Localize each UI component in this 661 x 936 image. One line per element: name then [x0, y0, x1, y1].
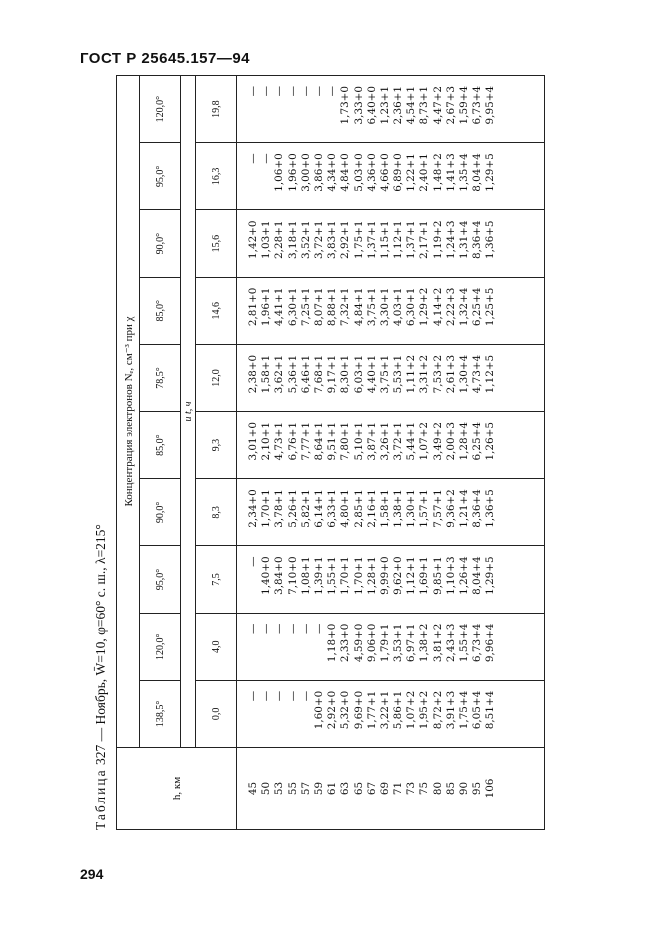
- time-label: и t, ч: [181, 76, 196, 748]
- data-column-cell: [237, 277, 545, 344]
- table-cell-value: 1,55+4: [458, 623, 470, 663]
- table-cell-value: 8,73+1: [418, 86, 431, 125]
- table-cell-value: 1,29+5: [484, 153, 497, 192]
- table-cell-value: 1,06+0: [273, 153, 286, 192]
- table-cell-value: 1,37+1: [405, 220, 418, 259]
- table-cell-value: 1,40+0: [260, 556, 273, 595]
- table-body-row: [237, 76, 545, 830]
- table-cell-value: 3,33+0: [352, 86, 365, 125]
- caption-label: Таблица: [93, 768, 108, 830]
- h-value: 95: [471, 781, 484, 796]
- h-value: 80: [431, 781, 444, 796]
- table-cell-value: 1,70+1: [339, 556, 352, 595]
- h-value: 73: [405, 781, 418, 796]
- chi-header: 120,0°: [140, 76, 181, 143]
- table-cell-value: 8,30+1: [339, 354, 352, 394]
- h-value: 106: [484, 778, 497, 799]
- table-cell-value: 9,06+0: [365, 623, 378, 663]
- table-cell-value: 1,32+4: [458, 287, 470, 327]
- table-cell-value: 2,36+1: [392, 86, 405, 125]
- table-cell-value: 4,59+0: [352, 623, 365, 663]
- table-cell-value: 9,36+2: [444, 489, 457, 528]
- table-cell-value: 1,35+4: [458, 153, 470, 192]
- table-cell-value: 4,54+1: [405, 86, 418, 125]
- table-cell-value: 6,73+4: [471, 623, 484, 663]
- table-cell-value: 1,15+1: [378, 220, 391, 259]
- table-cell-value: 1,26+4: [458, 556, 470, 595]
- table-cell-value: —: [326, 86, 339, 97]
- table-cell-value: 1,42+0: [247, 220, 259, 259]
- data-column-cell: [237, 344, 545, 411]
- table-cell-value: 1,28+1: [365, 556, 378, 595]
- table-cell-value: 1,96+0: [286, 153, 299, 192]
- data-column-cell: [237, 479, 545, 546]
- table-cell-value: 6,76+1: [286, 422, 299, 461]
- table-cell-value: 1,12+5: [484, 354, 497, 394]
- table-cell-value: 2,34+0: [247, 489, 259, 528]
- table-cell-value: 6,25+4: [471, 422, 484, 461]
- table-cell-value: —: [273, 86, 286, 97]
- data-column: [247, 412, 498, 478]
- electron-concentration-table: [116, 75, 545, 830]
- table-cell-value: 2,28+1: [273, 220, 286, 259]
- table-cell-value: 1,75+4: [458, 690, 470, 730]
- table-cell-value: 3,26+1: [378, 422, 391, 461]
- table-cell-value: 5,82+1: [299, 489, 312, 528]
- table-cell-value: 6,25+4: [471, 287, 484, 327]
- table-cell-value: 2,40+1: [418, 153, 431, 192]
- time-header: 4,0: [196, 613, 237, 680]
- data-column: [247, 345, 498, 411]
- table-cell-value: 3,84+0: [273, 556, 286, 595]
- caption-rest: — Ноябрь, W̄=10, φ=60° с. ш., λ=215°: [93, 524, 108, 745]
- table-cell-value: 4,84+0: [339, 153, 352, 192]
- table-cell-value: 3,22+1: [378, 690, 391, 730]
- h-value: 67: [365, 781, 378, 796]
- time-header: 15,6: [196, 210, 237, 277]
- table-cell-value: 1,96+1: [260, 287, 273, 327]
- table-cell-value: 7,25+1: [299, 287, 312, 327]
- table-cell-value: 7,80+1: [339, 422, 352, 461]
- table-cell-value: 9,85+1: [431, 556, 444, 595]
- table-cell-value: —: [286, 690, 299, 702]
- table-cell-value: 1,12+1: [392, 220, 405, 259]
- data-column: [247, 211, 498, 277]
- table-cell-value: 2,85+1: [352, 489, 365, 528]
- table-cell-value: 1,59+4: [458, 86, 470, 125]
- table-cell-value: 6,30+1: [286, 287, 299, 327]
- table-cell-value: 1,21+4: [458, 489, 470, 528]
- table-cell-value: 1,58+1: [260, 354, 273, 394]
- table-cell-value: 1,79+1: [378, 623, 391, 663]
- table-cell-value: 1,39+1: [312, 556, 325, 595]
- table-cell-value: 6,97+1: [405, 623, 418, 663]
- table-cell-value: —: [247, 556, 259, 567]
- table-cell-value: 6,40+0: [365, 86, 378, 125]
- table-cell-value: 9,69+0: [352, 690, 365, 730]
- h-value: 65: [352, 781, 365, 796]
- table-cell-value: 1,30+1: [405, 489, 418, 528]
- data-column-cell: [237, 210, 545, 277]
- data-column: [247, 76, 498, 142]
- table-cell-value: 1,19+2: [431, 220, 444, 259]
- table-cell-value: 1,22+1: [405, 153, 418, 192]
- table-cell-value: 4,14+2: [431, 287, 444, 327]
- table-cell-value: 1,23+1: [378, 86, 391, 125]
- table-cell-value: 8,36+4: [471, 220, 484, 259]
- table-cell-value: 1,38+1: [392, 489, 405, 528]
- table-cell-value: 8,04+4: [471, 153, 484, 192]
- table-cell-value: 2,92+1: [339, 220, 352, 259]
- chi-header: 138,5°: [140, 680, 181, 747]
- table-cell-value: —: [247, 623, 259, 635]
- table-cell-value: 3,75+1: [365, 287, 378, 327]
- table-cell-value: 5,10+1: [352, 422, 365, 461]
- table-cell-value: 8,72+2: [431, 690, 444, 730]
- table-cell-value: 2,33+0: [339, 623, 352, 663]
- table-cell-value: 1,48+2: [431, 153, 444, 192]
- time-header: 7,5: [196, 546, 237, 613]
- table-cell-value: 5,32+0: [339, 690, 352, 730]
- table-cell-value: 3,18+1: [286, 220, 299, 259]
- table-cell-value: 9,99+0: [378, 556, 391, 595]
- h-value: 53: [273, 781, 286, 796]
- table-cell-value: 4,34+0: [326, 153, 339, 192]
- table-cell-value: 4,47+2: [431, 86, 444, 125]
- table-caption: [90, 75, 112, 830]
- time-header: 16,3: [196, 143, 237, 210]
- table-cell-value: 1,41+3: [444, 153, 457, 192]
- h-value: 57: [299, 781, 312, 796]
- table-cell-value: 9,62+0: [392, 556, 405, 595]
- h-value: 63: [339, 781, 352, 796]
- table-cell-value: 2,81+0: [247, 287, 259, 327]
- table-cell-value: 4,41+1: [273, 287, 286, 327]
- h-value: 55: [286, 781, 299, 796]
- chi-header: 78,5°: [140, 344, 181, 411]
- table-cell-value: 8,36+4: [471, 489, 484, 528]
- table-cell-value: 2,22+3: [444, 287, 457, 327]
- table-cell-value: 6,03+1: [352, 354, 365, 394]
- table-cell-value: 1,58+1: [378, 489, 391, 528]
- table-cell-value: 2,92+0: [326, 690, 339, 730]
- table-cell-value: 4,03+1: [392, 287, 405, 327]
- chi-header-row: [140, 76, 181, 830]
- table-cell-value: 1,25+5: [484, 287, 497, 327]
- table-cell-value: 1,18+0: [326, 623, 339, 663]
- table-cell-value: 3,91+3: [444, 690, 457, 730]
- chi-header: 85,0°: [140, 412, 181, 479]
- data-column: [247, 278, 498, 344]
- table-cell-value: 1,31+4: [458, 220, 470, 259]
- table-cell-value: —: [247, 690, 259, 702]
- table-cell-value: 8,51+4: [484, 690, 497, 730]
- table-cell-value: 3,87+1: [365, 422, 378, 461]
- h-column-header: h, км: [117, 748, 237, 830]
- table-cell-value: —: [260, 690, 273, 702]
- table-cell-value: 1,73+0: [339, 86, 352, 125]
- table-cell-value: 1,08+1: [299, 556, 312, 595]
- table-cell-value: 1,77+1: [365, 690, 378, 730]
- table-cell-value: 6,30+1: [405, 287, 418, 327]
- table-cell-value: 8,64+1: [312, 422, 325, 461]
- table-cell-value: 1,95+2: [418, 690, 431, 730]
- table-cell-value: 3,72+1: [312, 220, 325, 259]
- table-cell-value: 4,80+1: [339, 489, 352, 528]
- page-number: 294: [80, 866, 104, 882]
- data-column: [247, 614, 498, 680]
- table-cell-value: 2,00+3: [444, 422, 457, 461]
- h-value: 69: [378, 781, 391, 796]
- table-cell-value: 5,26+1: [286, 489, 299, 528]
- h-value: 75: [418, 781, 431, 796]
- table-cell-value: —: [247, 153, 259, 164]
- table-cell-value: 1,75+1: [352, 220, 365, 259]
- table-cell-value: 3,49+2: [431, 422, 444, 461]
- table-cell-value: 6,14+1: [312, 489, 325, 528]
- table-cell-value: 8,07+1: [312, 287, 325, 327]
- table-cell-value: 1,12+1: [405, 556, 418, 595]
- chi-header: 95,0°: [140, 143, 181, 210]
- table-cell-value: 1,29+2: [418, 287, 431, 327]
- table-cell-value: —: [273, 623, 286, 635]
- data-column: [247, 479, 498, 545]
- table-cell-value: —: [299, 623, 312, 635]
- table-cell-value: 1,29+5: [484, 556, 497, 595]
- table-cell-value: 1,70+1: [260, 489, 273, 528]
- table-cell-value: 7,32+1: [339, 287, 352, 327]
- table-cell-value: 6,89+0: [392, 153, 405, 192]
- table-cell-value: —: [247, 86, 259, 97]
- group-header: Концентрация электронов Nₑ, см⁻³ при χ: [117, 76, 140, 748]
- table-cell-value: 3,83+1: [326, 220, 339, 259]
- rotated-table-block: [90, 75, 550, 830]
- table-cell-value: 8,88+1: [326, 287, 339, 327]
- data-column-cell: [237, 76, 545, 143]
- data-column-cell: [237, 412, 545, 479]
- table-cell-value: 1,38+2: [418, 623, 431, 663]
- table-cell-value: 1,70+1: [352, 556, 365, 595]
- table-cell-value: 5,44+1: [405, 422, 418, 461]
- table-cell-value: 7,57+1: [431, 489, 444, 528]
- data-column-cell: [237, 546, 545, 613]
- data-column-cell: [237, 143, 545, 210]
- h-value: 90: [458, 781, 470, 796]
- table-cell-value: 3,81+2: [431, 623, 444, 663]
- h-value: 59: [312, 781, 325, 796]
- time-header: 19,8: [196, 76, 237, 143]
- table-cell-value: 9,17+1: [326, 354, 339, 394]
- table-cell-value: 1,57+1: [418, 489, 431, 528]
- data-column-cell: [237, 680, 545, 747]
- table-cell-value: —: [286, 86, 299, 97]
- table-cell-value: 9,51+1: [326, 422, 339, 461]
- table-cell-value: 5,03+0: [352, 153, 365, 192]
- table-cell-value: 4,84+1: [352, 287, 365, 327]
- time-header: 12,0: [196, 344, 237, 411]
- table-cell-value: 2,10+1: [260, 422, 273, 461]
- table-cell-value: 6,73+4: [471, 86, 484, 125]
- table-cell-value: 1,28+4: [458, 422, 470, 461]
- data-column: [247, 546, 498, 612]
- table-cell-value: 1,60+0: [312, 690, 325, 730]
- table-cell-value: 3,72+1: [392, 422, 405, 461]
- table-cell-value: 1,03+1: [260, 220, 273, 259]
- chi-header: 90,0°: [140, 210, 181, 277]
- h-values: [247, 748, 498, 829]
- table-cell-value: —: [260, 623, 273, 635]
- table-cell-value: 6,33+1: [326, 489, 339, 528]
- h-values-cell: [237, 748, 545, 830]
- caption-number: 327: [93, 744, 108, 765]
- table-cell-value: 4,66+0: [378, 153, 391, 192]
- table-cell-value: 4,36+0: [365, 153, 378, 192]
- h-value: 50: [260, 781, 273, 796]
- data-column: [247, 143, 498, 209]
- table-cell-value: 6,46+1: [299, 354, 312, 394]
- h-value: 61: [326, 781, 339, 796]
- table-cell-value: 6,05+4: [471, 690, 484, 730]
- table-cell-value: 4,73+1: [273, 422, 286, 461]
- table-cell-value: 1,26+5: [484, 422, 497, 461]
- table-cell-value: 9,96+4: [484, 623, 497, 663]
- table-cell-value: 1,07+2: [418, 422, 431, 461]
- table-cell-value: 1,36+5: [484, 489, 497, 528]
- table-cell-value: —: [260, 153, 273, 164]
- chi-header: 90,0°: [140, 479, 181, 546]
- table-cell-value: 4,73+4: [471, 354, 484, 394]
- h-value: 45: [247, 781, 259, 796]
- table-cell-value: 5,36+1: [286, 354, 299, 394]
- table-cell-value: 5,53+1: [392, 354, 405, 394]
- time-header: 0,0: [196, 680, 237, 747]
- table-cell-value: 2,16+1: [365, 489, 378, 528]
- table-cell-value: 1,07+2: [405, 690, 418, 730]
- time-header-row: [196, 76, 237, 830]
- page-header: ГОСТ Р 25645.157—94: [80, 50, 251, 67]
- table-cell-value: 1,36+5: [484, 220, 497, 259]
- table-cell-value: —: [312, 623, 325, 635]
- time-header: 14,6: [196, 277, 237, 344]
- table-cell-value: 3,31+2: [418, 354, 431, 394]
- table-cell-value: 3,75+1: [378, 354, 391, 394]
- table-cell-value: 3,52+1: [299, 220, 312, 259]
- h-value: 71: [392, 781, 405, 796]
- table-cell-value: 4,40+1: [365, 354, 378, 394]
- chi-header: 95,0°: [140, 546, 181, 613]
- table-cell-value: —: [299, 86, 312, 97]
- time-header: 9,3: [196, 412, 237, 479]
- table-cell-value: 1,69+1: [418, 556, 431, 595]
- table-cell-value: 3,00+0: [299, 153, 312, 192]
- table-cell-value: 1,37+1: [365, 220, 378, 259]
- table-cell-value: 1,10+3: [444, 556, 457, 595]
- table-cell-value: 8,04+4: [471, 556, 484, 595]
- chi-header: 120,0°: [140, 613, 181, 680]
- chi-header: 85,0°: [140, 277, 181, 344]
- h-value: 85: [444, 781, 457, 796]
- table-cell-value: —: [312, 86, 325, 97]
- table-cell-value: 2,61+3: [444, 354, 457, 394]
- table-cell-value: 3,78+1: [273, 489, 286, 528]
- table-cell-value: 9,95+4: [484, 86, 497, 125]
- table-cell-value: 2,67+3: [444, 86, 457, 125]
- time-header: 8,3: [196, 479, 237, 546]
- table-cell-value: 7,53+2: [431, 354, 444, 394]
- table-cell-value: 1,11+2: [405, 354, 418, 394]
- table-cell-value: 3,01+0: [247, 422, 259, 461]
- data-column: [247, 681, 498, 747]
- table-cell-value: 2,17+1: [418, 220, 431, 259]
- table-cell-value: 3,86+0: [312, 153, 325, 192]
- table-cell-value: 3,53+1: [392, 623, 405, 663]
- table-cell-value: 7,68+1: [312, 354, 325, 394]
- table-cell-value: 2,43+3: [444, 623, 457, 663]
- table-cell-value: 1,24+3: [444, 220, 457, 259]
- table-cell-value: 2,38+0: [247, 354, 259, 394]
- table-cell-value: 3,30+1: [378, 287, 391, 327]
- table-cell-value: 1,55+1: [326, 556, 339, 595]
- table-cell-value: —: [260, 86, 273, 97]
- table-cell-value: 7,77+1: [299, 422, 312, 461]
- table-cell-value: —: [273, 690, 286, 702]
- table-cell-value: 7,10+0: [286, 556, 299, 595]
- table-cell-value: 1,30+4: [458, 354, 470, 394]
- table-cell-value: —: [299, 690, 312, 702]
- table-cell-value: 5,86+1: [392, 690, 405, 730]
- data-column-cell: [237, 613, 545, 680]
- table-cell-value: —: [286, 623, 299, 635]
- table-cell-value: 3,62+1: [273, 354, 286, 394]
